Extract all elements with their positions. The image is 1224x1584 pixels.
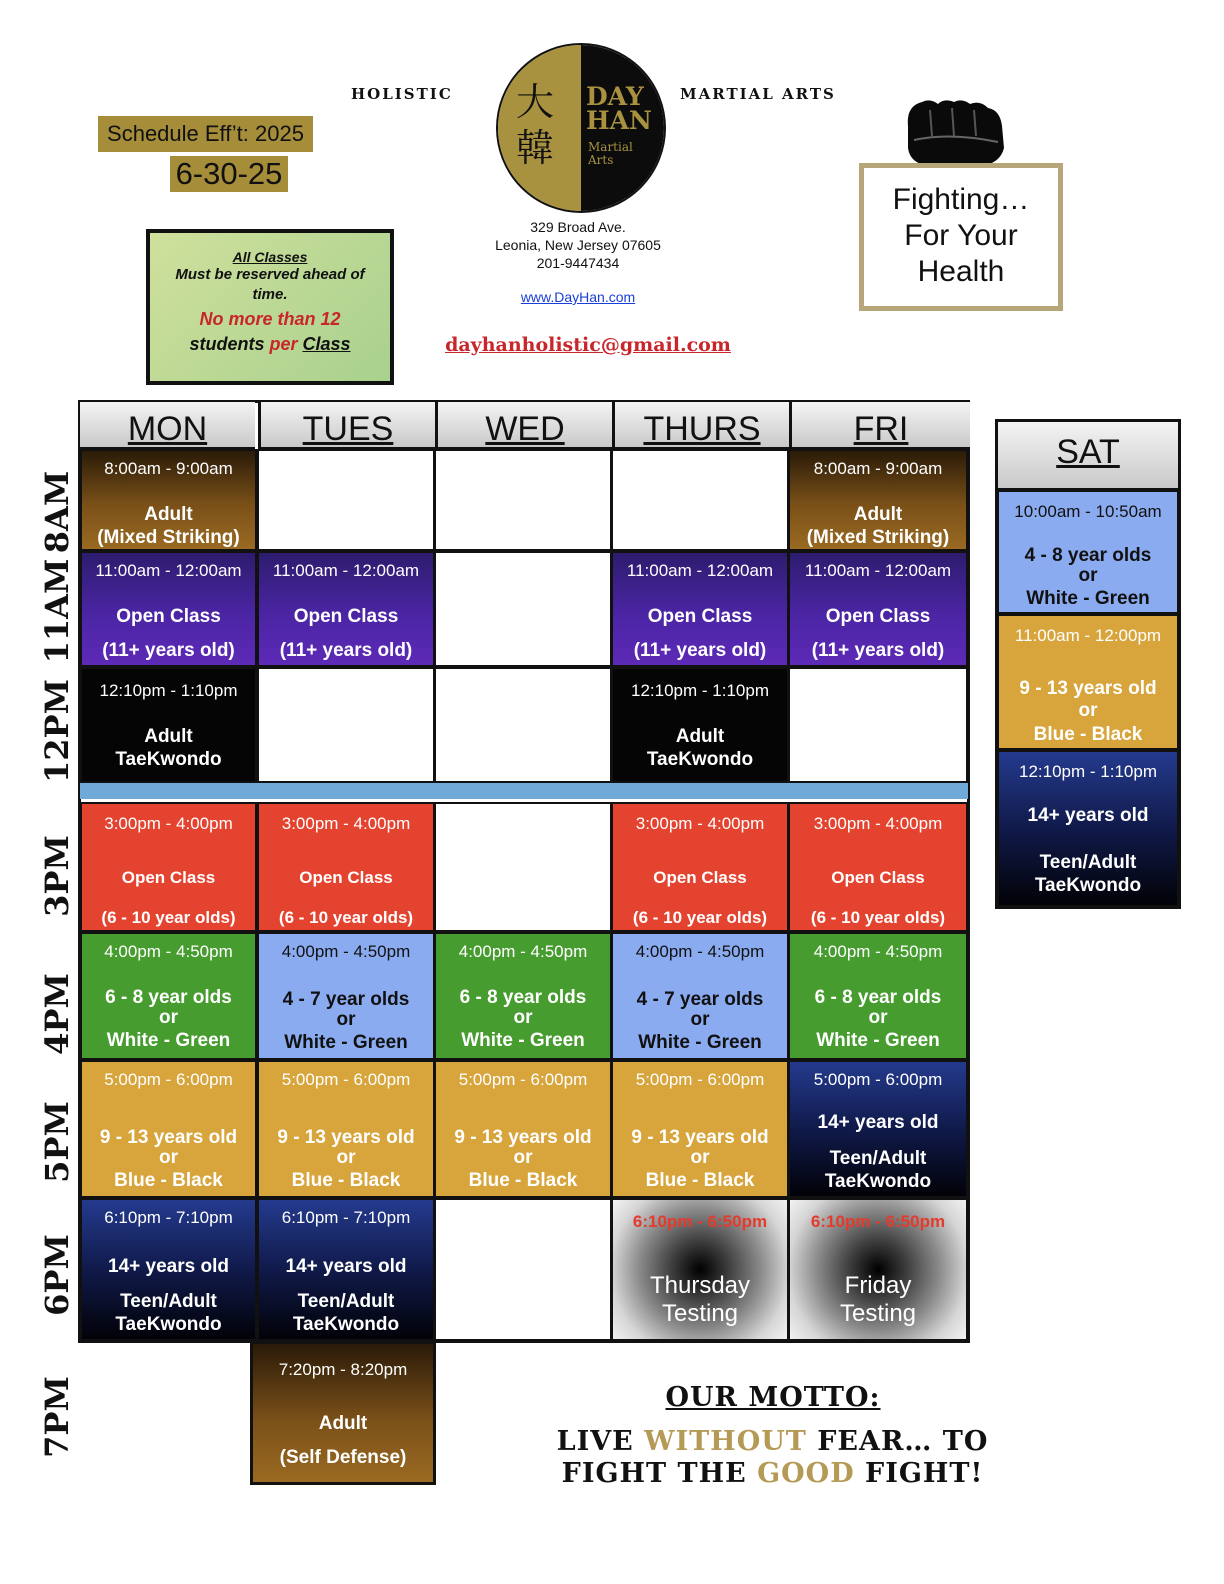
class-thu-5pm[interactable]: 5:00pm - 6:00pm 9 - 13 years old or Blue - Black bbox=[611, 1060, 789, 1198]
empty-slot bbox=[434, 449, 612, 551]
class-tue-3pm[interactable]: 3:00pm - 4:00pm Open Class (6 - 10 year olds) bbox=[257, 802, 435, 932]
class-sat-10am[interactable]: 10:00am - 10:50am 4 - 8 year olds or White - Green bbox=[997, 490, 1179, 614]
row-label-3pm: 3PM bbox=[38, 835, 76, 917]
day-header-thurs: THURS bbox=[612, 402, 789, 449]
class-mon-12pm[interactable]: 12:10pm - 1:10pm Adult TaeKwondo bbox=[80, 667, 257, 783]
notice-per: per bbox=[269, 334, 298, 354]
motto-title: OUR MOTTO: bbox=[665, 1382, 881, 1413]
lunch-break-divider bbox=[80, 783, 968, 799]
empty-slot bbox=[257, 667, 435, 783]
schedule-effective-date: 6-30-25 bbox=[170, 156, 288, 192]
logo-cjk: 大 韓 bbox=[516, 80, 555, 170]
class-tue-4pm[interactable]: 4:00pm - 4:50pm 4 - 7 year olds or White - Green bbox=[257, 932, 435, 1060]
logo-subtitle: Martial Arts bbox=[588, 140, 633, 167]
class-sat-12pm[interactable]: 12:10pm - 1:10pm 14+ years old Teen/Adult TaeKwondo bbox=[997, 750, 1179, 907]
class-mon-8am[interactable]: 8:00am - 9:00am Adult (Mixed Striking) bbox=[80, 449, 257, 551]
class-sat-11am[interactable]: 11:00am - 12:00pm 9 - 13 years old or Blue - Black bbox=[997, 614, 1179, 750]
slogan-box bbox=[859, 163, 1063, 311]
day-header-fri: FRI bbox=[789, 402, 970, 449]
row-label-4pm: 4PM bbox=[38, 973, 76, 1055]
class-mon-11am[interactable]: 11:00am - 12:00am Open Class (11+ years old) bbox=[80, 551, 257, 667]
notice-limit: No more than 12 bbox=[199, 309, 341, 329]
day-header-wed: WED bbox=[435, 402, 612, 449]
dayhan-logo bbox=[496, 43, 666, 213]
class-mon-5pm[interactable]: 5:00pm - 6:00pm 9 - 13 years old or Blue - Black bbox=[80, 1060, 257, 1198]
martial-arts-label: MARTIAL ARTS bbox=[680, 85, 836, 103]
empty-slot bbox=[257, 449, 435, 551]
notice-students: students bbox=[189, 334, 270, 354]
empty-slot bbox=[788, 667, 968, 783]
class-fri-5pm[interactable]: 5:00pm - 6:00pm 14+ years old Teen/Adult TaeKwondo bbox=[788, 1060, 968, 1198]
reservation-notice bbox=[146, 229, 394, 385]
class-fri-3pm[interactable]: 3:00pm - 4:00pm Open Class (6 - 10 year olds) bbox=[788, 802, 968, 932]
email-link[interactable]: dayhanholistic@gmail.com bbox=[445, 334, 731, 356]
class-fri-8am[interactable]: 8:00am - 9:00am Adult (Mixed Striking) bbox=[788, 449, 968, 551]
address-street: 329 Broad Ave. bbox=[530, 219, 626, 235]
class-tue-11am[interactable]: 11:00am - 12:00am Open Class (11+ years old) bbox=[257, 551, 435, 667]
class-thu-testing[interactable]: 6:10pm - 6:50pm Thursday Testing bbox=[611, 1198, 789, 1341]
address-block bbox=[458, 218, 698, 272]
website-link[interactable]: www.DayHan.com bbox=[520, 289, 636, 305]
day-header-tues: TUES bbox=[258, 402, 435, 449]
logo-name: DAY HAN bbox=[586, 82, 652, 135]
notice-limit-suffix bbox=[150, 334, 390, 355]
class-thu-3pm[interactable]: 3:00pm - 4:00pm Open Class (6 - 10 year olds) bbox=[611, 802, 789, 932]
empty-slot bbox=[434, 551, 612, 667]
motto-text: LIVE WITHOUT FEAR… TO FIGHT THE GOOD FIGHT! bbox=[556, 1426, 989, 1489]
notice-heading: All Classes bbox=[232, 249, 308, 265]
class-tue-7pm[interactable]: 7:20pm - 8:20pm Adult (Self Defense) bbox=[250, 1341, 436, 1485]
empty-slot bbox=[434, 802, 612, 932]
row-label-5pm: 5PM bbox=[38, 1101, 76, 1183]
class-thu-11am[interactable]: 11:00am - 12:00am Open Class (11+ years old) bbox=[611, 551, 789, 667]
notice-text: Must be reserved ahead of time. bbox=[175, 266, 365, 303]
phone-number: 201-9447434 bbox=[536, 255, 620, 271]
holistic-label: HOLISTIC bbox=[351, 85, 453, 103]
class-fri-4pm[interactable]: 4:00pm - 4:50pm 6 - 8 year olds or White - Green bbox=[788, 932, 968, 1060]
address-city: Leonia, New Jersey 07605 bbox=[495, 237, 661, 253]
class-mon-3pm[interactable]: 3:00pm - 4:00pm Open Class (6 - 10 year olds) bbox=[80, 802, 257, 932]
row-label-12pm: 12PM bbox=[38, 679, 76, 784]
fist-icon bbox=[900, 96, 1010, 168]
row-label-7pm: 7PM bbox=[38, 1376, 76, 1458]
class-tue-6pm[interactable]: 6:10pm - 7:10pm 14+ years old Teen/Adult TaeKwondo bbox=[257, 1198, 435, 1341]
class-tue-5pm[interactable]: 5:00pm - 6:00pm 9 - 13 years old or Blue - Black bbox=[257, 1060, 435, 1198]
class-mon-4pm[interactable]: 4:00pm - 4:50pm 6 - 8 year olds or White - Green bbox=[80, 932, 257, 1060]
weekday-schedule-grid bbox=[78, 400, 970, 1343]
notice-class: Class bbox=[302, 334, 351, 354]
row-label-8am: 8AM bbox=[38, 470, 76, 554]
row-label-6pm: 6PM bbox=[38, 1234, 76, 1316]
schedule-effective-label: Schedule Eff’t: 2025 bbox=[98, 116, 313, 152]
class-mon-6pm[interactable]: 6:10pm - 7:10pm 14+ years old Teen/Adult TaeKwondo bbox=[80, 1198, 257, 1341]
empty-slot bbox=[434, 667, 612, 783]
slogan-line-2: For Your bbox=[904, 219, 1018, 252]
class-fri-11am[interactable]: 11:00am - 12:00am Open Class (11+ years old) bbox=[788, 551, 968, 667]
class-fri-testing[interactable]: 6:10pm - 6:50pm Friday Testing bbox=[788, 1198, 968, 1341]
slogan-line-1: Fighting… bbox=[892, 183, 1030, 216]
class-wed-4pm[interactable]: 4:00pm - 4:50pm 6 - 8 year olds or White - Green bbox=[434, 932, 612, 1060]
day-header-sat: SAT bbox=[998, 422, 1178, 490]
class-wed-5pm[interactable]: 5:00pm - 6:00pm 9 - 13 years old or Blue - Black bbox=[434, 1060, 612, 1198]
class-thu-12pm[interactable]: 12:10pm - 1:10pm Adult TaeKwondo bbox=[611, 667, 789, 783]
slogan-line-3: Health bbox=[917, 255, 1005, 288]
empty-slot bbox=[611, 449, 789, 551]
empty-slot bbox=[434, 1198, 612, 1341]
class-thu-4pm[interactable]: 4:00pm - 4:50pm 4 - 7 year olds or White - Green bbox=[611, 932, 789, 1060]
day-header-mon: MON bbox=[80, 402, 255, 449]
row-label-11am: 11AM bbox=[38, 558, 76, 664]
